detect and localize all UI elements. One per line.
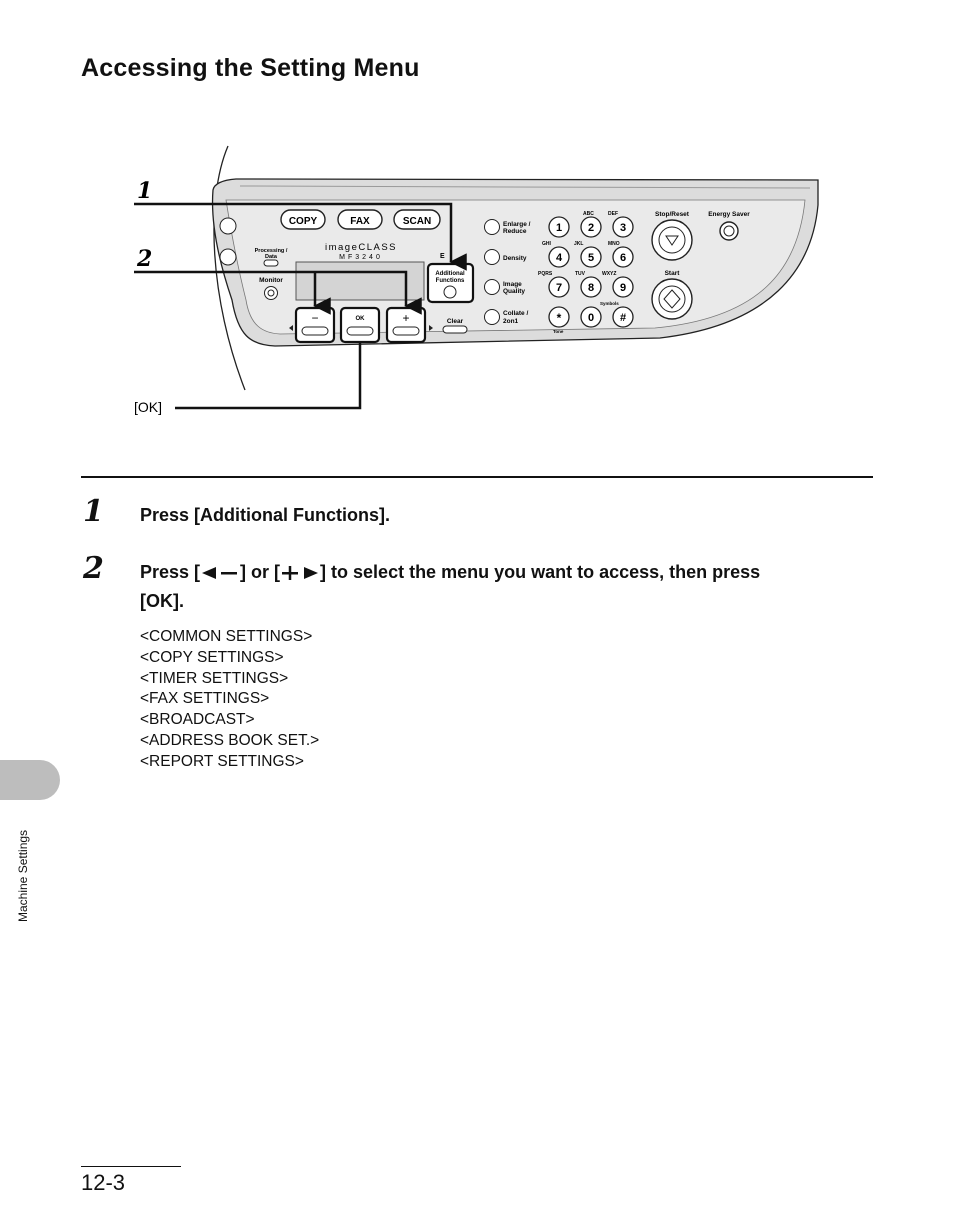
svg-text:3: 3 xyxy=(619,222,627,234)
svg-text:Data: Data xyxy=(265,254,277,260)
svg-text:Start: Start xyxy=(664,270,680,277)
svg-text:Energy Saver: Energy Saver xyxy=(708,211,750,218)
callout-2: 2 xyxy=(137,246,153,272)
chapter-tab-label: Machine Settings xyxy=(16,829,30,922)
ok-callout-label: [OK] xyxy=(134,399,163,415)
svg-text:Image: Image xyxy=(503,281,522,288)
svg-text:Stop/Reset: Stop/Reset xyxy=(655,211,689,218)
svg-text:Quality: Quality xyxy=(503,288,526,295)
control-panel-diagram xyxy=(0,0,954,470)
svg-text:1: 1 xyxy=(555,222,563,234)
svg-text:+: + xyxy=(402,311,410,325)
svg-text:Density: Density xyxy=(503,255,527,262)
svg-text:2: 2 xyxy=(587,222,595,234)
svg-text:WXYZ: WXYZ xyxy=(602,271,617,277)
copy-button-label: COPY xyxy=(288,216,318,227)
svg-text:#: # xyxy=(619,312,627,324)
start-button xyxy=(652,279,692,319)
list-item: <COPY SETTINGS> xyxy=(140,648,284,666)
fax-button-label: FAX xyxy=(350,216,370,227)
svg-text:8: 8 xyxy=(587,282,595,294)
svg-text:2on1: 2on1 xyxy=(503,318,519,325)
svg-text:Clear: Clear xyxy=(446,318,464,325)
scan-button-label: SCAN xyxy=(402,216,432,227)
callout-1: 1 xyxy=(137,178,153,204)
svg-text:TUV: TUV xyxy=(575,271,585,277)
step-1-number: 1 xyxy=(83,494,104,529)
menu-list xyxy=(140,627,319,773)
plus-right-arrow-icon xyxy=(280,566,320,580)
svg-text:Symbols: Symbols xyxy=(600,301,619,306)
footer-rule xyxy=(81,1166,181,1167)
list-item: <COMMON SETTINGS> xyxy=(140,628,313,645)
svg-text:9: 9 xyxy=(619,282,627,294)
svg-text:Tone: Tone xyxy=(553,329,564,334)
stop-reset-button xyxy=(652,220,692,260)
svg-text:−: − xyxy=(311,311,319,325)
model-label: MF3240 xyxy=(339,254,383,261)
page-number: 12-3 xyxy=(81,1170,126,1195)
ok-button xyxy=(341,308,379,342)
energy-saver-button xyxy=(720,222,738,240)
list-item: <BROADCAST> xyxy=(140,711,255,729)
list-item: <TIMER SETTINGS> xyxy=(140,669,289,687)
step-1-text: Press [Additional Functions]. xyxy=(140,505,391,525)
svg-text:Functions: Functions xyxy=(435,278,465,284)
list-item: <ADDRESS BOOK SET.> xyxy=(140,731,320,749)
svg-text:Collate /: Collate / xyxy=(503,310,529,317)
svg-text:MNO: MNO xyxy=(608,241,620,247)
svg-text:Enlarge /: Enlarge / xyxy=(503,221,531,228)
svg-text:*: * xyxy=(556,311,562,325)
step-2-text: Press [ ] or [ ] to select the menu you want to access, then press [OK]. xyxy=(140,562,761,611)
svg-text:E: E xyxy=(440,253,445,260)
svg-text:JKL: JKL xyxy=(574,241,584,247)
page-title: Accessing the Setting Menu xyxy=(81,54,420,82)
svg-text:OK: OK xyxy=(355,316,365,322)
svg-text:GHI: GHI xyxy=(542,241,551,247)
step-2-number: 2 xyxy=(83,551,104,586)
svg-text:4: 4 xyxy=(555,252,563,264)
monitor-icon xyxy=(265,287,278,300)
svg-text:Processing /: Processing / xyxy=(254,248,288,254)
section-divider xyxy=(81,476,873,478)
mode-buttons xyxy=(281,210,440,229)
chapter-tab xyxy=(0,760,60,800)
svg-text:PQRS: PQRS xyxy=(538,271,553,277)
svg-text:ABC: ABC xyxy=(583,211,594,217)
svg-text:0: 0 xyxy=(587,312,595,324)
svg-text:Additional: Additional xyxy=(435,271,465,277)
svg-text:7: 7 xyxy=(555,282,563,294)
svg-text:6: 6 xyxy=(619,252,627,264)
svg-text:5: 5 xyxy=(587,252,595,264)
list-item: <FAX SETTINGS> xyxy=(140,690,270,708)
svg-text:Monitor: Monitor xyxy=(259,277,283,284)
svg-text:DEF: DEF xyxy=(608,211,618,217)
left-arrow-minus-icon xyxy=(200,566,240,580)
brand-label: imageCLASS xyxy=(324,242,398,253)
svg-text:Reduce: Reduce xyxy=(503,228,527,235)
list-item: <REPORT SETTINGS> xyxy=(140,752,304,770)
